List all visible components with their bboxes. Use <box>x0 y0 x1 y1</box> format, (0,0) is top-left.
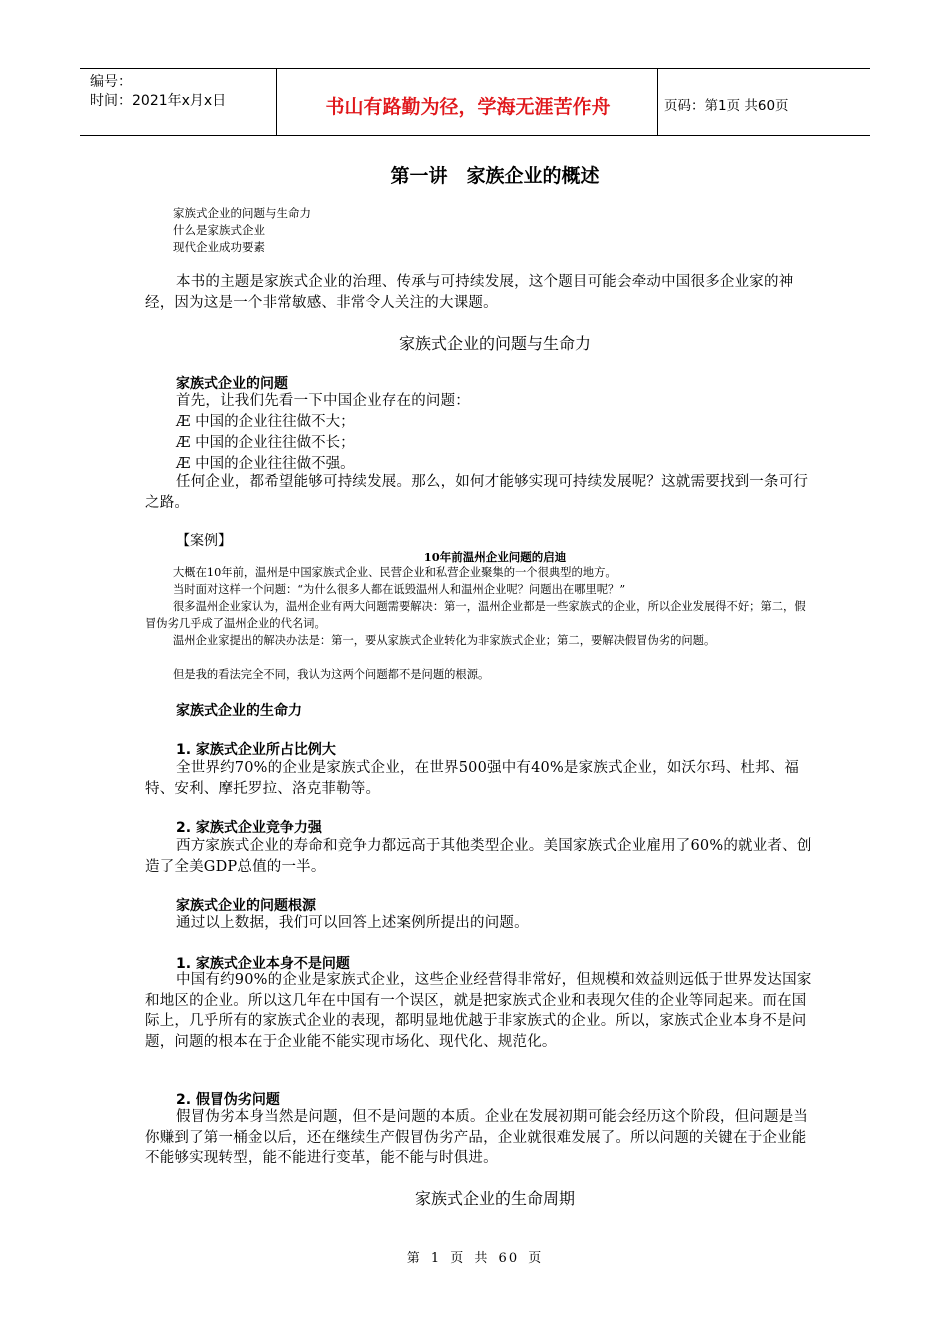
case-label: 【案例】 <box>176 533 232 549</box>
section-title: 家族式企业的生命周期 <box>414 1189 575 1208</box>
header-divider-left <box>276 68 277 135</box>
subheading: 家族式企业的问题根源 <box>176 898 316 914</box>
case-paragraph: 当时面对这样一个问题：“为什么很多人都在诋毁温州人和温州企业呢？问题出在哪里呢？” <box>173 583 626 596</box>
document-code-label: 编号： <box>90 74 132 90</box>
paragraph: 全世界约70%的企业是家族式企业，在世界500强中有40%是家族式企业，如沃尔玛、杜邦、福特、安利、摩托罗拉、洛克菲勒等。 <box>145 760 800 797</box>
header-divider-right <box>657 68 658 135</box>
paragraph: 假冒伪劣本身当然是问题，但不是问题的本质。企业在发展初期可能会经历这个阶段，但问题是当你赚到了第一桶金以后，还在继续生产假冒伪劣产品，企业就很难发展了。所以问题的关键在于企业能不能够实现转型，能不能进行变革，能不能与时俱进。 <box>145 1109 809 1166</box>
intro-paragraph: 本书的主题是家族式企业的治理、传承与可持续发展，这个题目可能会牵动中国很多企业家的神经，因为这是一个非常敏感、非常令人关注的大课题。 <box>145 274 794 311</box>
paragraph: 首先，让我们先看一下中国企业存在的问题： <box>176 393 470 409</box>
case-paragraph: 大概在10年前，温州是中国家族式企业、民营企业和私营企业聚集的一个很典型的地方。 <box>173 566 617 579</box>
case-title: 10年前温州企业问题的启迪 <box>423 550 567 564</box>
document-date-label: 时间：2021年x月x日 <box>90 93 227 109</box>
subheading: 1. 家族式企业本身不是问题 <box>176 956 350 972</box>
subheading: 家族式企业的生命力 <box>176 703 302 719</box>
subheading: 2. 家族式企业竞争力强 <box>176 820 322 836</box>
toc-item: 现代企业成功要素 <box>173 240 265 254</box>
case-paragraph: 温州企业家提出的解决办法是：第一，要从家族式企业转化为非家族式企业；第二，要解决假冒伪劣的问题。 <box>173 634 716 647</box>
subheading: 家族式企业的问题 <box>176 376 288 392</box>
case-paragraph: 但是我的看法完全不同，我认为这两个问题都不是问题的根源。 <box>173 668 490 681</box>
bullet-item: Æ 中国的企业往往做不强。 <box>176 456 355 472</box>
case-paragraph: 很多温州企业家认为，温州企业有两大问题需要解决：第一，温州企业都是一些家族式的企业，所以企业发展得不好；第二，假冒伪劣几乎成了温州企业的代名词。 <box>145 600 806 630</box>
section-title: 家族式企业的问题与生命力 <box>398 334 591 353</box>
paragraph: 通过以上数据，我们可以回答上述案例所提出的问题。 <box>176 915 529 931</box>
page-title: 第一讲 家族企业的概述 <box>390 165 600 187</box>
header-bottom-rule <box>80 135 870 136</box>
paragraph: 中国有约90%的企业是家族式企业，这些企业经营得非常好，但规模和效益则远低于世界发达国家和地区的企业。所以这几年在中国有一个误区，就是把家族式企业和表现欠佳的企业等同起来。而在国际上，几乎所有的家族式企业的表现，都明显地优越于非家族式的企业。所以，家族式企业本身不是问题，问题的根本在于企业能不能实现市场化、现代化、规范化。 <box>145 972 812 1050</box>
bullet-item: Æ 中国的企业往往做不长； <box>176 435 355 451</box>
header-motto: 书山有路勤为径，学海无涯苦作舟 <box>325 96 611 118</box>
toc-item: 家族式企业的问题与生命力 <box>173 206 311 220</box>
bullet-item: Æ 中国的企业往往做不大； <box>176 414 355 430</box>
subheading: 1. 家族式企业所占比例大 <box>176 742 336 758</box>
header-meta <box>90 73 226 111</box>
paragraph: 任何企业，都希望能够可持续发展。那么，如何才能够实现可持续发展呢？这就需要找到一条可行之路。 <box>145 474 809 511</box>
paragraph: 西方家族式企业的寿命和竞争力都远高于其他类型企业。美国家族式企业雇用了60%的就业者、创造了全美GDP总值的一半。 <box>145 838 812 875</box>
page-footer: 第 1 页 共 60 页 <box>406 1251 544 1266</box>
header-page-label: 页码：第1页 共60页 <box>664 98 789 114</box>
subheading: 2. 假冒伪劣问题 <box>176 1092 280 1108</box>
header-top-rule <box>80 68 870 69</box>
toc-item: 什么是家族式企业 <box>173 223 265 237</box>
